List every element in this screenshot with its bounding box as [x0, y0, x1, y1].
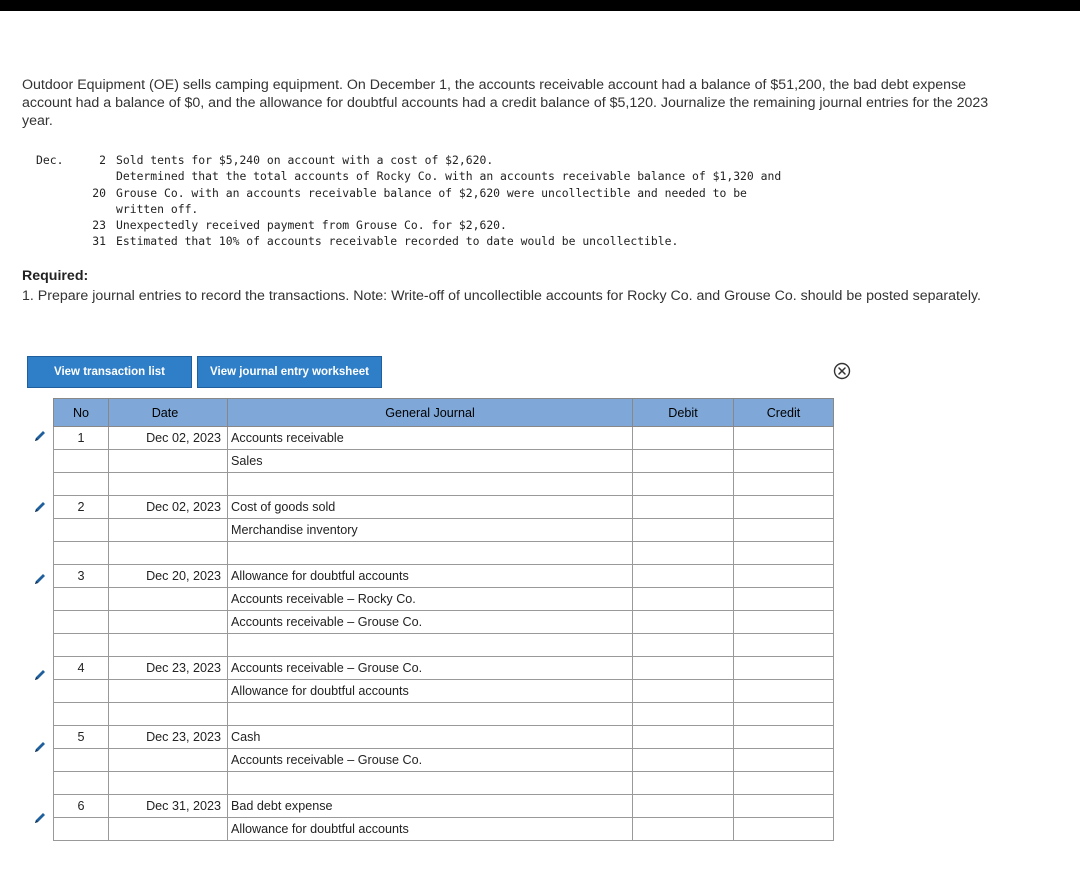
- row-debit[interactable]: [633, 427, 734, 450]
- row-debit[interactable]: [633, 565, 734, 588]
- row-date: [109, 519, 228, 542]
- row-date: [109, 680, 228, 703]
- transaction-row: Determined that the total accounts of Rocky Co. with an accounts receivable balance of $1,320 and: [116, 169, 782, 184]
- table-row: [54, 657, 834, 680]
- row-no: 5: [54, 726, 109, 749]
- edit-pencil-icon[interactable]: [32, 811, 48, 825]
- row-credit[interactable]: [734, 749, 834, 772]
- row-debit[interactable]: [633, 726, 734, 749]
- row-date: [109, 703, 228, 726]
- problem-intro: Outdoor Equipment (OE) sells camping equipment. On December 1, the accounts receivable account had a balance of $51,200, the bad debt expense account had a balance of $0, and the allowance for doubtful accounts had a credit balance of $5,120. Journalize the remaining journal entries for the 2023 year.: [22, 77, 989, 129]
- row-no: [54, 611, 109, 634]
- row-debit[interactable]: [633, 542, 734, 565]
- top-bar: [0, 0, 1080, 11]
- col-header-credit: Credit: [734, 399, 834, 427]
- row-credit[interactable]: [734, 611, 834, 634]
- row-no: [54, 634, 109, 657]
- table-row: [54, 726, 834, 749]
- row-account[interactable]: [228, 772, 633, 795]
- view-journal-entry-worksheet-button[interactable]: View journal entry worksheet: [197, 356, 382, 388]
- row-credit[interactable]: [734, 634, 834, 657]
- table-row: [54, 749, 834, 772]
- row-date: [109, 634, 228, 657]
- row-credit[interactable]: [734, 726, 834, 749]
- row-credit[interactable]: [734, 703, 834, 726]
- col-header-date: Date: [109, 399, 228, 427]
- required-instructions: 1. Prepare journal entries to record the transactions. Note: Write-off of uncollectible accounts for Rocky Co. and Grouse Co. should be posted separately.: [22, 288, 981, 304]
- row-account[interactable]: Allowance for doubtful accounts: [228, 680, 633, 703]
- row-account[interactable]: [228, 634, 633, 657]
- row-debit[interactable]: [633, 634, 734, 657]
- table-row: [54, 450, 834, 473]
- row-account[interactable]: Accounts receivable – Grouse Co.: [228, 611, 633, 634]
- edit-pencil-icon[interactable]: [32, 500, 48, 514]
- edit-pencil-icon[interactable]: [32, 572, 48, 586]
- row-debit[interactable]: [633, 795, 734, 818]
- row-date: [109, 611, 228, 634]
- row-account[interactable]: Bad debt expense: [228, 795, 633, 818]
- row-debit[interactable]: [633, 657, 734, 680]
- row-no: [54, 818, 109, 841]
- row-no: [54, 749, 109, 772]
- table-row: [54, 496, 834, 519]
- row-no: [54, 703, 109, 726]
- row-no: [54, 680, 109, 703]
- row-no: [54, 450, 109, 473]
- row-debit[interactable]: [633, 772, 734, 795]
- row-debit[interactable]: [633, 703, 734, 726]
- row-no: [54, 542, 109, 565]
- row-credit[interactable]: [734, 772, 834, 795]
- row-debit[interactable]: [633, 588, 734, 611]
- row-credit[interactable]: [734, 818, 834, 841]
- transaction-row: 31 Estimated that 10% of accounts receivable recorded to date would be uncollectible.: [92, 234, 679, 249]
- row-account[interactable]: Cash: [228, 726, 633, 749]
- row-debit[interactable]: [633, 818, 734, 841]
- table-row: [54, 473, 834, 496]
- row-credit[interactable]: [734, 427, 834, 450]
- row-credit[interactable]: [734, 473, 834, 496]
- row-date: [109, 772, 228, 795]
- table-row: [54, 542, 834, 565]
- required-title: Required:: [22, 268, 89, 284]
- row-account[interactable]: [228, 703, 633, 726]
- row-date: Dec 23, 2023: [109, 657, 228, 680]
- edit-pencil-icon[interactable]: [32, 740, 48, 754]
- row-credit[interactable]: [734, 588, 834, 611]
- col-header-general-journal: General Journal: [228, 399, 633, 427]
- close-icon[interactable]: [833, 362, 851, 380]
- row-account[interactable]: Sales: [228, 450, 633, 473]
- row-account[interactable]: [228, 473, 633, 496]
- edit-pencil-icon[interactable]: [32, 429, 48, 443]
- col-header-debit: Debit: [633, 399, 734, 427]
- table-row: [54, 565, 834, 588]
- row-debit[interactable]: [633, 496, 734, 519]
- transaction-month: Dec.: [36, 153, 64, 167]
- row-date: Dec 02, 2023: [109, 427, 228, 450]
- table-row: [54, 427, 834, 450]
- table-row: [54, 611, 834, 634]
- row-credit[interactable]: [734, 680, 834, 703]
- row-debit[interactable]: [633, 749, 734, 772]
- row-date: [109, 749, 228, 772]
- row-account[interactable]: Accounts receivable: [228, 427, 633, 450]
- row-credit[interactable]: [734, 795, 834, 818]
- row-credit[interactable]: [734, 657, 834, 680]
- row-debit[interactable]: [633, 611, 734, 634]
- table-row: [54, 818, 834, 841]
- row-date: Dec 23, 2023: [109, 726, 228, 749]
- transaction-row: 23 Unexpectedly received payment from Grouse Co. for $2,620.: [92, 218, 507, 233]
- row-credit[interactable]: [734, 496, 834, 519]
- row-no: [54, 772, 109, 795]
- row-account[interactable]: Allowance for doubtful accounts: [228, 565, 633, 588]
- row-date: [109, 450, 228, 473]
- row-debit[interactable]: [633, 473, 734, 496]
- row-debit[interactable]: [633, 680, 734, 703]
- table-row: [54, 588, 834, 611]
- table-row: [54, 795, 834, 818]
- transaction-row: 20 Grouse Co. with an accounts receivable balance of $2,620 were uncollectible and needed to be: [92, 185, 747, 200]
- transaction-list: [36, 152, 856, 250]
- row-account[interactable]: Cost of goods sold: [228, 496, 633, 519]
- table-row: [54, 634, 834, 657]
- table-row: [54, 772, 834, 795]
- row-no: 2: [54, 496, 109, 519]
- row-account[interactable]: [228, 542, 633, 565]
- journal-table: [53, 398, 834, 841]
- row-credit[interactable]: [734, 542, 834, 565]
- row-no: [54, 519, 109, 542]
- row-date: Dec 31, 2023: [109, 795, 228, 818]
- row-date: [109, 818, 228, 841]
- table-row: [54, 680, 834, 703]
- row-no: [54, 473, 109, 496]
- row-date: [109, 588, 228, 611]
- transaction-row: written off.: [116, 201, 199, 216]
- row-credit[interactable]: [734, 565, 834, 588]
- table-header-row: [54, 399, 834, 427]
- col-header-no: No: [54, 399, 109, 427]
- row-debit[interactable]: [633, 450, 734, 473]
- row-account[interactable]: Merchandise inventory: [228, 519, 633, 542]
- row-account[interactable]: Allowance for doubtful accounts: [228, 818, 633, 841]
- row-account[interactable]: Accounts receivable – Grouse Co.: [228, 749, 633, 772]
- row-no: 3: [54, 565, 109, 588]
- row-account[interactable]: Accounts receivable – Grouse Co.: [228, 657, 633, 680]
- table-row: [54, 703, 834, 726]
- row-date: Dec 02, 2023: [109, 496, 228, 519]
- row-credit[interactable]: [734, 450, 834, 473]
- row-date: [109, 542, 228, 565]
- edit-pencil-icon[interactable]: [32, 668, 48, 682]
- row-date: Dec 20, 2023: [109, 565, 228, 588]
- row-no: 6: [54, 795, 109, 818]
- row-debit[interactable]: [633, 519, 734, 542]
- row-date: [109, 473, 228, 496]
- row-no: [54, 588, 109, 611]
- table-row: [54, 519, 834, 542]
- view-transaction-list-button[interactable]: View transaction list: [27, 356, 192, 388]
- row-no: 4: [54, 657, 109, 680]
- row-no: 1: [54, 427, 109, 450]
- row-credit[interactable]: [734, 519, 834, 542]
- row-account[interactable]: Accounts receivable – Rocky Co.: [228, 588, 633, 611]
- transaction-row: Dec. 2 Sold tents for $5,240 on account with a cost of $2,620.: [36, 153, 494, 167]
